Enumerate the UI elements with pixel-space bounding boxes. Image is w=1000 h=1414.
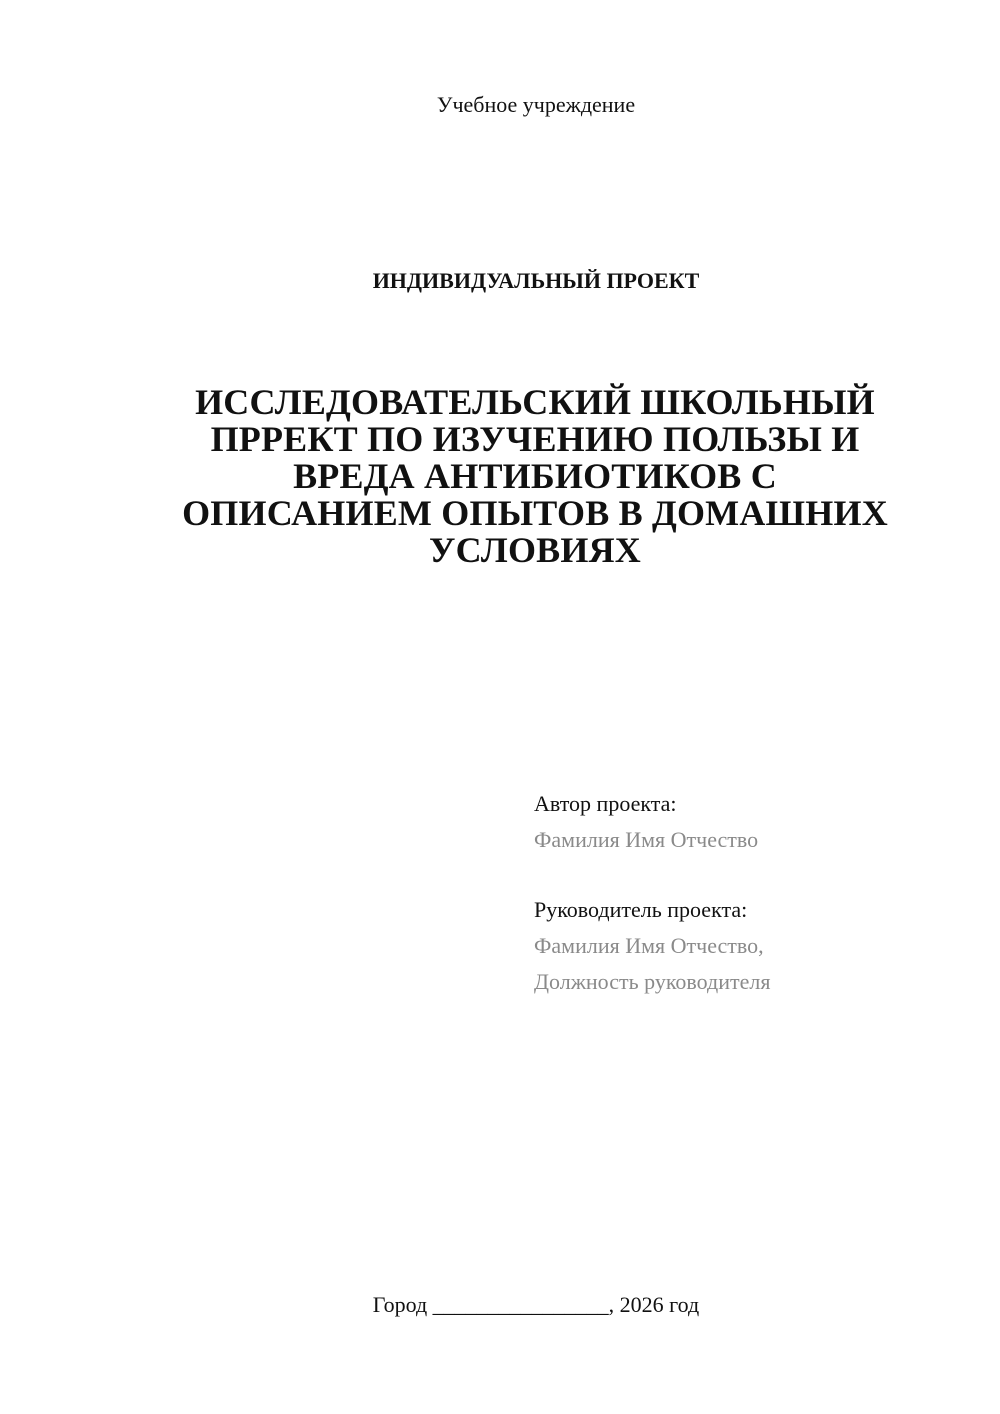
author-label: Автор проекта: [534, 791, 677, 816]
author-name: Фамилия Имя Отчество [534, 827, 759, 852]
project-type-heading: ИНДИВИДУАЛЬНЫЙ ПРОЕКТ [372, 268, 700, 293]
title-line: ОПИСАНИЕМ ОПЫТОВ В ДОМАШНИХ [182, 493, 888, 533]
title-line: УСЛОВИЯХ [429, 530, 641, 570]
title-line: ИССЛЕДОВАТЕЛЬСКИЙ ШКОЛЬНЫЙ [195, 382, 875, 422]
supervisor-label: Руководитель проекта: [534, 897, 748, 922]
institution-name: Учебное учреждение [436, 92, 636, 117]
title-line: ПРРЕКТ ПО ИЗУЧЕНИЮ ПОЛЬЗЫ И [210, 419, 860, 459]
footer-city-year [0, 1290, 1000, 1320]
year-text: , 2026 год [608, 1292, 700, 1317]
city-label: Город [372, 1292, 428, 1317]
project-title [130, 384, 940, 569]
supervisor-block [534, 892, 974, 1000]
city-blank: ________________ [432, 1292, 609, 1317]
author-block [534, 786, 974, 858]
title-line: ВРЕДА АНТИБИОТИКОВ С [293, 456, 777, 496]
supervisor-name: Фамилия Имя Отчество, [534, 933, 764, 958]
supervisor-position: Должность руководителя [534, 969, 771, 994]
